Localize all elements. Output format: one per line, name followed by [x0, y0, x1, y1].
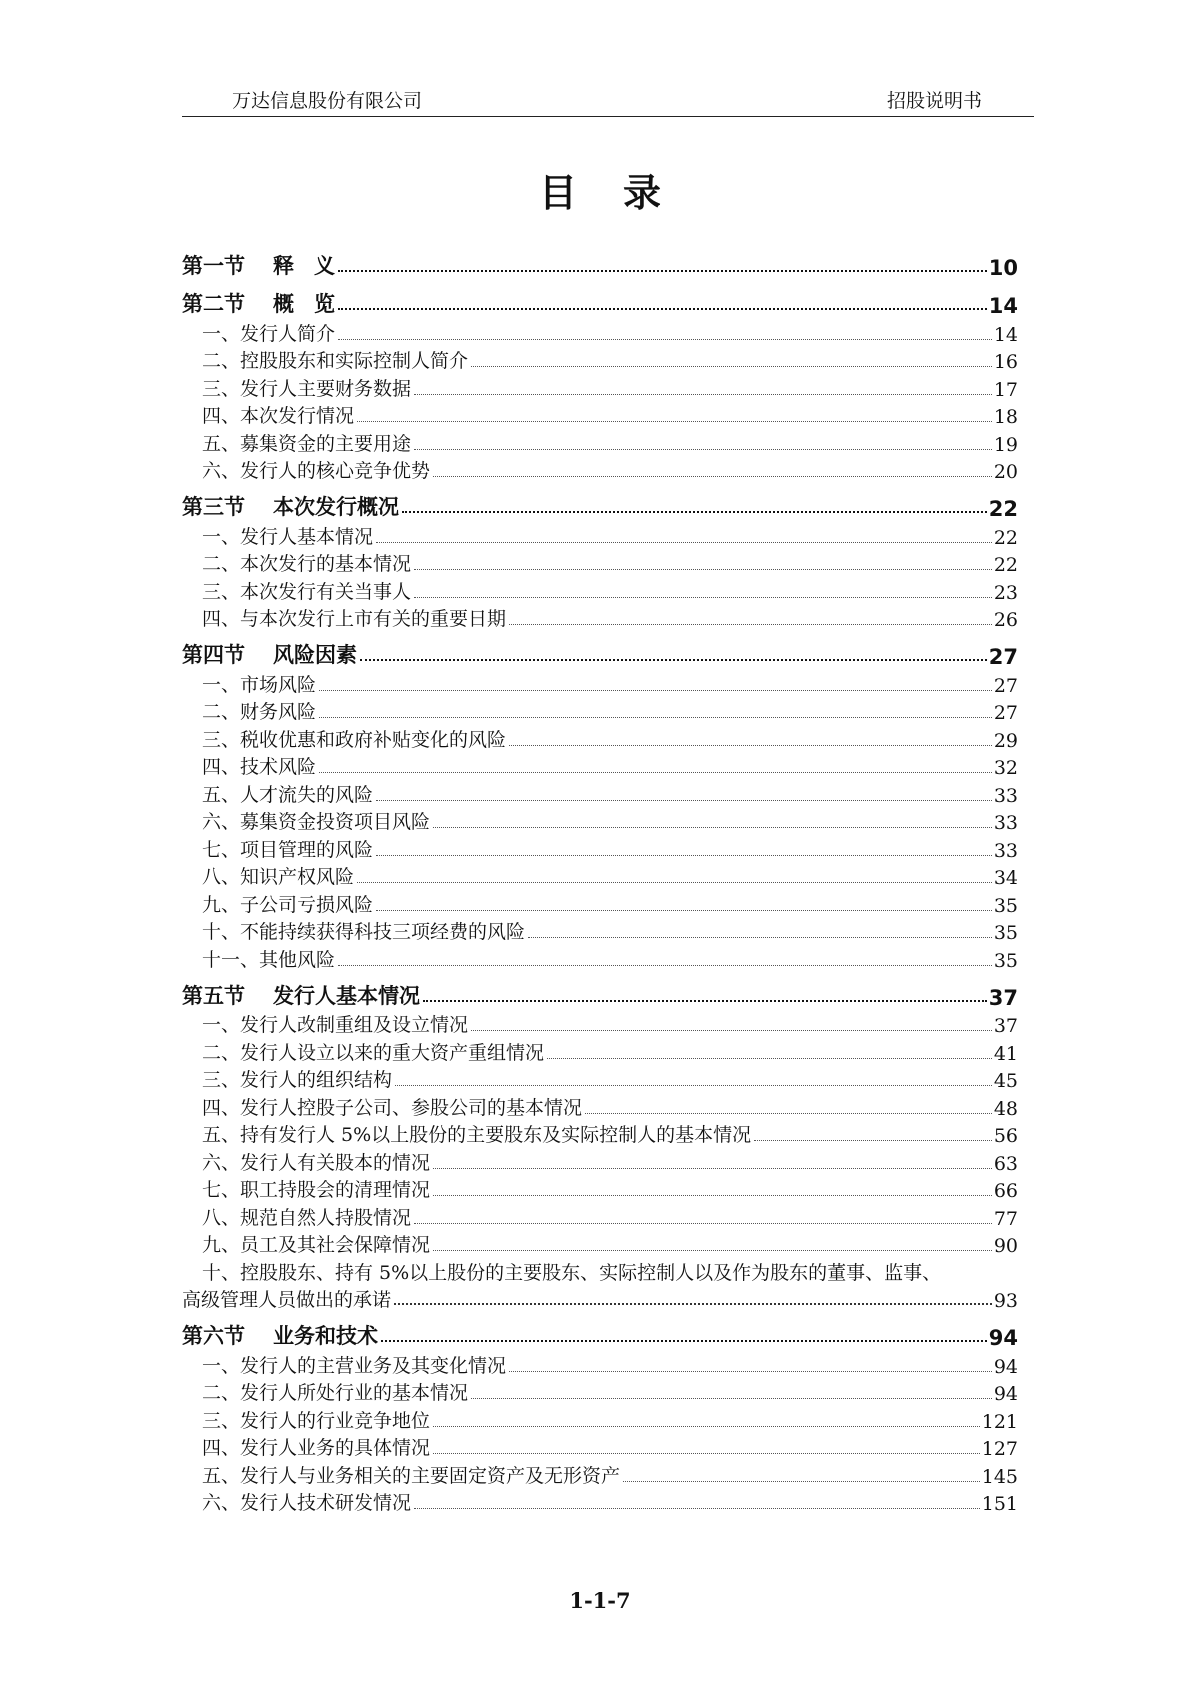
toc-entry[interactable] — [182, 697, 1018, 725]
toc-entry[interactable] — [182, 889, 1018, 917]
toc-dot-leader — [547, 1058, 992, 1059]
toc-page-number: 14 — [993, 323, 1018, 346]
toc-entry-label: 一、发行人改制重组及设立情况 — [202, 1014, 469, 1036]
toc-page-number: 33 — [993, 784, 1018, 807]
toc-page-number: 10 — [988, 256, 1018, 280]
toc-section-title-char: 义 — [314, 254, 335, 278]
toc-entry-label: 一、发行人简介 — [202, 322, 336, 345]
toc-page-number: 35 — [993, 894, 1018, 917]
toc-dot-leader — [471, 1030, 992, 1031]
toc-section-number: 第六节 — [182, 1324, 245, 1348]
toc-entry-label: 二、控股股东和实际控制人简介 — [202, 350, 469, 372]
toc-dot-leader — [394, 1303, 992, 1305]
toc-entry[interactable] — [182, 862, 1018, 890]
toc-entry-label: 三、发行人的行业竞争地位 — [202, 1409, 431, 1432]
toc-page-number: 56 — [993, 1125, 1018, 1147]
toc-entry-label: 四、与本次发行上市有关的重要日期 — [202, 608, 507, 630]
toc-entry-label: 二、发行人设立以来的重大资产重组情况 — [202, 1041, 545, 1064]
toc-entry-label: 八、规范自然人持股情况 — [202, 1206, 412, 1229]
toc-dot-leader — [471, 366, 992, 367]
toc-entry-label: 二、发行人所处行业的基本情况 — [202, 1382, 469, 1404]
toc-dot-leader — [754, 1140, 992, 1141]
toc-dot-leader — [433, 1453, 980, 1454]
toc-page-number: 151 — [981, 1493, 1018, 1515]
toc-entry-label: 二、财务风险 — [202, 701, 317, 723]
toc-page-number: 41 — [993, 1042, 1018, 1065]
toc-dot-leader — [528, 937, 992, 938]
toc-dot-leader — [433, 476, 992, 477]
toc-page-number: 93 — [993, 1290, 1018, 1312]
toc-entry[interactable] — [182, 1230, 1018, 1258]
toc-entry-continuation[interactable] — [182, 1285, 1018, 1313]
toc-section-title: 发行人基本情况 — [273, 983, 420, 1008]
toc-page-number: 22 — [993, 526, 1018, 549]
toc-entry-label: 六、募集资金投资项目风险 — [202, 811, 431, 833]
toc-dot-leader — [414, 569, 992, 570]
toc-entry[interactable] — [182, 1405, 1018, 1433]
toc-entry-label: 三、发行人主要财务数据 — [202, 377, 412, 400]
toc-section-title-char: 览 — [314, 292, 335, 316]
toc-section-number: 第二节 — [182, 292, 245, 316]
toc-entry-label: 四、技术风险 — [202, 756, 317, 778]
toc-dot-leader — [319, 717, 992, 718]
toc-page-number: 45 — [993, 1070, 1018, 1092]
toc-entry-label: 高级管理人员做出的承诺 — [182, 1289, 392, 1311]
toc-section-title: 概 — [273, 292, 294, 316]
toc-dot-leader — [433, 1250, 992, 1251]
toc-entry-label: 十一、其他风险 — [202, 948, 336, 971]
toc-dot-leader — [623, 1481, 980, 1482]
toc-entry[interactable] — [182, 318, 1018, 346]
toc-entry-label: 六、发行人技术研发情况 — [202, 1492, 412, 1514]
toc-page-number: 34 — [993, 867, 1018, 889]
toc-entry[interactable] — [182, 834, 1018, 862]
toc-title — [0, 162, 1200, 217]
toc-entry-label: 十、不能持续获得科技三项经费的风险 — [202, 921, 526, 943]
toc-page-number: 90 — [993, 1235, 1018, 1257]
toc-dot-leader — [357, 421, 992, 422]
toc-page-number: 145 — [981, 1465, 1018, 1488]
toc-dot-leader — [414, 1508, 980, 1509]
toc-section-title: 本次发行概况 — [273, 495, 399, 519]
toc-page-number: 19 — [993, 433, 1018, 456]
toc-dot-leader — [338, 965, 992, 966]
toc-title-char-1: 目 — [538, 171, 577, 215]
toc-page-number: 27 — [993, 674, 1018, 697]
toc-entry[interactable] — [182, 1378, 1018, 1406]
toc-entry-label: 四、发行人控股子公司、参股公司的基本情况 — [202, 1096, 583, 1119]
toc-entry-label: 一、发行人基本情况 — [202, 525, 374, 548]
toc-page-number: 26 — [993, 609, 1018, 631]
toc-page-number: 35 — [993, 949, 1018, 972]
toc-entry-label: 五、募集资金的主要用途 — [202, 432, 412, 455]
toc-dot-leader — [395, 1085, 992, 1086]
toc-entry[interactable] — [182, 346, 1018, 374]
toc-page-number: 18 — [993, 406, 1018, 428]
toc-dot-leader — [433, 827, 992, 828]
toc-entry-label: 三、税收优惠和政府补贴变化的风险 — [202, 728, 507, 751]
toc-dot-leader — [319, 690, 992, 691]
toc-dot-leader — [414, 597, 992, 598]
toc-entry[interactable] — [182, 1065, 1018, 1093]
toc-entry-label: 二、本次发行的基本情况 — [202, 553, 412, 575]
toc-entry-label: 七、项目管理的风险 — [202, 838, 374, 861]
toc-page-number: 37 — [988, 985, 1018, 1010]
toc-entry[interactable] — [182, 401, 1018, 429]
toc-page-number: 94 — [988, 1326, 1018, 1350]
toc-section-label — [182, 250, 335, 280]
toc-entry-label: 一、市场风险 — [202, 673, 317, 696]
toc-dot-leader — [376, 800, 992, 801]
toc-section-label — [182, 1320, 378, 1350]
toc-dot-leader — [509, 1371, 992, 1372]
toc-entry[interactable] — [182, 1010, 1018, 1038]
toc-entry[interactable] — [182, 456, 1018, 484]
header-document-type: 招股说明书 — [886, 90, 982, 112]
toc-entry-label: 三、发行人的组织结构 — [202, 1069, 393, 1091]
toc-entry[interactable] — [182, 428, 1018, 456]
toc-section-label — [182, 980, 420, 1010]
toc-dot-leader — [433, 1426, 980, 1427]
toc-dot-leader — [357, 882, 992, 883]
toc-section-title: 释 — [273, 254, 294, 278]
table-of-contents — [182, 242, 1018, 1515]
toc-entry-label: 一、发行人的主营业务及其变化情况 — [202, 1354, 507, 1377]
toc-dot-leader — [433, 1195, 992, 1196]
toc-section[interactable] — [182, 483, 1018, 521]
toc-page-number: 121 — [981, 1410, 1018, 1433]
toc-title-char-2: 录 — [623, 171, 662, 215]
toc-entry-label: 四、发行人业务的具体情况 — [202, 1437, 431, 1459]
toc-entry[interactable] — [182, 604, 1018, 632]
toc-entry[interactable] — [182, 724, 1018, 752]
toc-page-number: 63 — [993, 1152, 1018, 1175]
page-number: 1-1-7 — [569, 1588, 631, 1613]
toc-page-number: 35 — [993, 922, 1018, 944]
toc-section-number: 第一节 — [182, 254, 245, 278]
toc-section-title: 业务和技术 — [273, 1324, 378, 1348]
toc-page-number: 22 — [993, 554, 1018, 576]
toc-dot-leader — [376, 855, 992, 856]
toc-page-number: 27 — [988, 645, 1018, 669]
toc-section[interactable] — [182, 242, 1018, 280]
toc-page-number: 66 — [993, 1180, 1018, 1202]
toc-entry[interactable] — [182, 917, 1018, 945]
toc-dot-leader — [376, 910, 992, 911]
toc-entry[interactable] — [182, 779, 1018, 807]
toc-entry[interactable] — [182, 807, 1018, 835]
toc-entry[interactable] — [182, 1460, 1018, 1488]
toc-page-number: 77 — [993, 1207, 1018, 1230]
toc-page-number: 16 — [993, 351, 1018, 373]
toc-dot-leader — [376, 542, 992, 543]
toc-page-number: 14 — [988, 294, 1018, 318]
toc-page-number: 32 — [993, 757, 1018, 779]
toc-dot-leader — [509, 624, 992, 625]
toc-entry[interactable] — [182, 1350, 1018, 1378]
toc-page-number: 20 — [993, 461, 1018, 483]
toc-entry-label: 五、人才流失的风险 — [202, 783, 374, 806]
toc-section[interactable] — [182, 972, 1018, 1010]
toc-entry[interactable] — [182, 1175, 1018, 1203]
toc-entry-label: 五、发行人与业务相关的主要固定资产及无形资产 — [202, 1464, 621, 1487]
toc-entry[interactable] — [182, 1092, 1018, 1120]
toc-page-number: 29 — [993, 729, 1018, 752]
toc-entry[interactable] — [182, 549, 1018, 577]
toc-entry-label: 六、发行人的核心竞争优势 — [202, 460, 431, 482]
toc-page-number: 37 — [993, 1015, 1018, 1037]
toc-section[interactable] — [182, 631, 1018, 669]
toc-dot-leader — [381, 1340, 987, 1342]
toc-entry[interactable] — [182, 1120, 1018, 1148]
toc-entry[interactable] — [182, 373, 1018, 401]
toc-entry-label: 三、本次发行有关当事人 — [202, 580, 412, 603]
page-header — [182, 84, 1034, 117]
toc-dot-leader — [319, 772, 992, 773]
toc-page-number: 94 — [993, 1383, 1018, 1405]
toc-page-number: 127 — [981, 1438, 1018, 1460]
toc-entry[interactable] — [182, 1147, 1018, 1175]
toc-entry[interactable] — [182, 1433, 1018, 1461]
toc-entry-label: 八、知识产权风险 — [202, 866, 355, 888]
toc-entry-label: 六、发行人有关股本的情况 — [202, 1151, 431, 1174]
toc-section-label — [182, 639, 357, 669]
toc-section-title: 风险因素 — [273, 643, 357, 667]
header-company-name: 万达信息股份有限公司 — [232, 90, 423, 112]
toc-dot-leader — [338, 308, 987, 310]
toc-dot-leader — [423, 1000, 987, 1002]
toc-dot-leader — [414, 449, 992, 450]
toc-entry-label: 九、子公司亏损风险 — [202, 893, 374, 916]
toc-entry-label: 十、控股股东、持有 5%以上股份的主要股东、实际控制人以及作为股东的董事、监事、 — [202, 1261, 942, 1284]
toc-dot-leader — [414, 1223, 992, 1224]
toc-section-number: 第五节 — [182, 983, 245, 1008]
toc-section-label — [182, 288, 335, 318]
toc-entry[interactable] — [182, 1037, 1018, 1065]
toc-section[interactable] — [182, 280, 1018, 318]
toc-entry-label: 九、员工及其社会保障情况 — [202, 1234, 431, 1256]
toc-dot-leader — [471, 1398, 992, 1399]
toc-section-number: 第四节 — [182, 643, 245, 667]
toc-entry-label: 七、职工持股会的清理情况 — [202, 1179, 431, 1201]
toc-page-number: 33 — [993, 839, 1018, 862]
toc-section-label — [182, 491, 399, 521]
toc-entry[interactable] — [182, 1488, 1018, 1516]
toc-page-number: 17 — [993, 378, 1018, 401]
toc-section[interactable] — [182, 1312, 1018, 1350]
toc-page-number: 23 — [993, 581, 1018, 604]
toc-entry[interactable] — [182, 752, 1018, 780]
toc-page-number: 27 — [993, 702, 1018, 724]
toc-entry[interactable] — [182, 669, 1018, 697]
toc-section-number: 第三节 — [182, 495, 245, 519]
toc-dot-leader — [585, 1113, 992, 1114]
toc-entry[interactable] — [182, 944, 1018, 972]
toc-page-number: 48 — [993, 1097, 1018, 1120]
toc-dot-leader — [338, 339, 992, 340]
toc-page-number: 22 — [988, 497, 1018, 521]
toc-dot-leader — [360, 659, 987, 661]
toc-entry[interactable] — [182, 1202, 1018, 1230]
toc-dot-leader — [433, 1168, 992, 1169]
toc-entry-label: 四、本次发行情况 — [202, 405, 355, 427]
toc-dot-leader — [509, 745, 992, 746]
toc-entry[interactable] — [182, 1257, 1018, 1285]
toc-page-number: 33 — [993, 812, 1018, 834]
toc-dot-leader — [402, 511, 987, 513]
toc-dot-leader — [338, 270, 987, 272]
toc-page-number: 94 — [993, 1355, 1018, 1378]
toc-entry[interactable] — [182, 576, 1018, 604]
toc-dot-leader — [414, 394, 992, 395]
toc-entry[interactable] — [182, 521, 1018, 549]
toc-entry-label: 五、持有发行人 5%以上股份的主要股东及实际控制人的基本情况 — [202, 1124, 752, 1146]
